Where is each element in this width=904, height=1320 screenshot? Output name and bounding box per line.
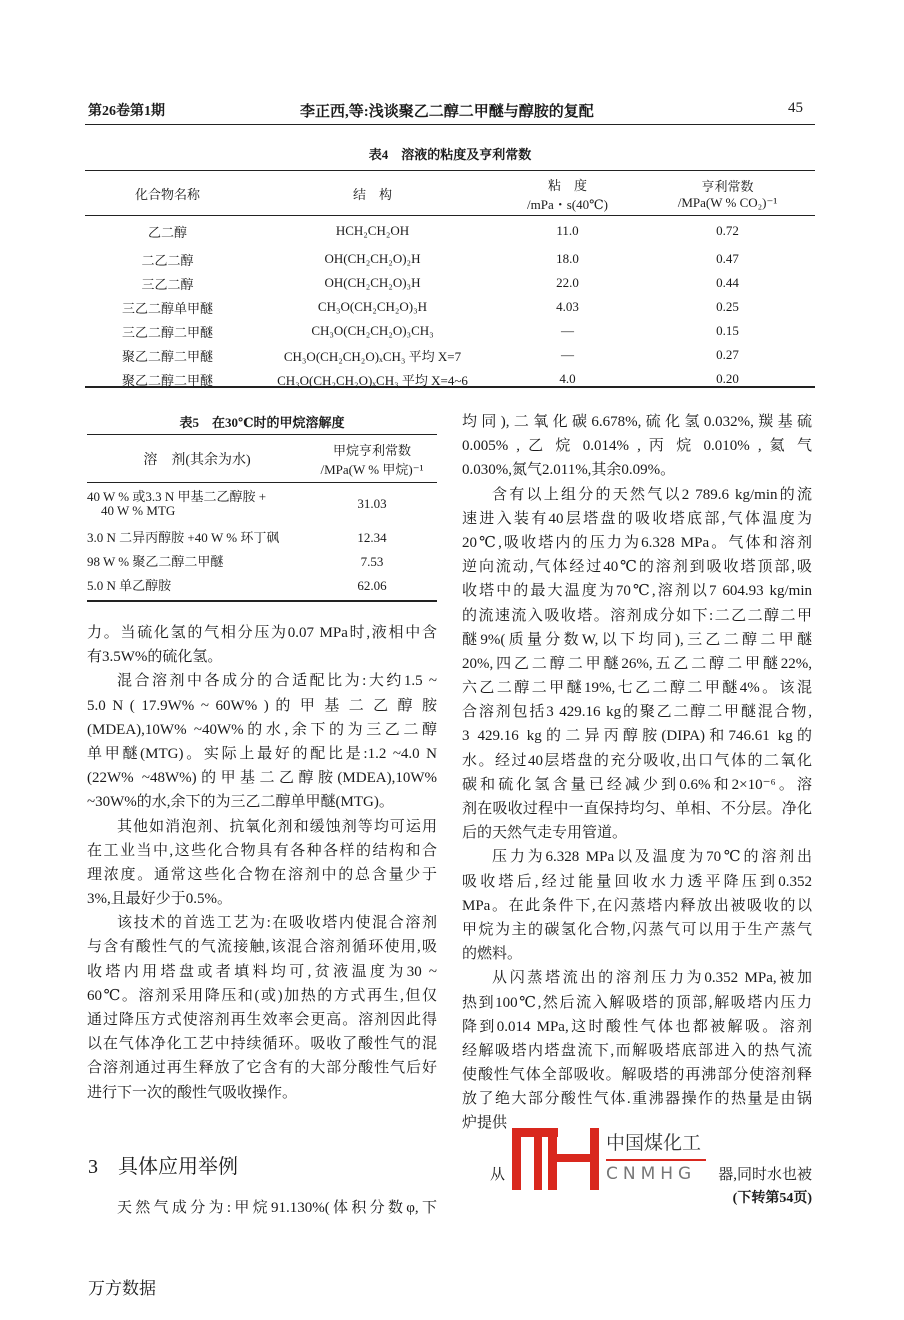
- text-line: 与含有酸性气的气流接触,该混合溶剂循环使用,吸: [87, 939, 437, 956]
- cell-viscosity: 4.0: [559, 371, 576, 386]
- cell-name: 乙二醇: [147, 224, 187, 240]
- cell-viscosity: 11.0: [556, 223, 579, 239]
- cell-viscosity: —: [561, 347, 574, 362]
- table4-caption: 表4 溶液的粘度及亨利常数: [368, 147, 532, 162]
- text-line: 放了绝大部分酸性气体.重沸器操作的热量是由锅: [462, 1091, 812, 1108]
- text-line: 天然气成分为:甲烷91.130%(体积分数φ,下: [117, 1200, 437, 1216]
- text-line: 力。当硫化氢的气相分压为0.07 MPa时,液相中含: [87, 625, 437, 641]
- cell-structure: OH(CH₂CH₂O)₃H: [324, 275, 421, 290]
- table-row: [87, 550, 437, 574]
- text-line: 后的天然气走专用管道。: [462, 825, 628, 842]
- text-line: 单甲醚(MTG)。实际上最好的配比是:1.2 ~4.0 N: [87, 745, 437, 762]
- text-line: 的流速流入吸收塔。溶剂成分如下:二乙二醇二甲: [462, 607, 812, 624]
- text-line: 从闪蒸塔流出的溶剂压力为0.352 MPa,被加: [492, 970, 812, 987]
- table4-top-rule: [85, 170, 815, 171]
- text-line: 含有以上组分的天然气以2 789.6 kg/min的流: [492, 486, 812, 503]
- cell-henry: 0.15: [716, 323, 739, 338]
- cell-name: 三乙二醇单甲醚: [121, 300, 213, 316]
- text-line: 剂在吸收过程中一直保持均匀、单相、不分层。净化: [462, 801, 812, 817]
- text-line: 降到0.014 MPa,这时酸性气体也都被解吸。溶剂: [462, 1018, 812, 1035]
- text-line: 吸收塔后,经过能量回收水力透平降压到0.352: [462, 873, 812, 890]
- cell-name: 聚乙二醇二甲醚: [121, 372, 213, 388]
- cell-name: 聚乙二醇二甲醚: [121, 348, 213, 364]
- text-line: 热到100℃,然后流入解吸塔的顶部,解吸塔内压力: [462, 994, 812, 1011]
- text-line: 该技术的首选工艺为:在吸收塔内使混合溶剂: [117, 915, 437, 932]
- header-rule: [85, 124, 815, 125]
- text-line: 以在气体净化工艺中持续循环。吸收了酸性气的混: [87, 1036, 437, 1053]
- cell-viscosity: 22.0: [556, 275, 579, 290]
- table-row: [85, 215, 815, 247]
- table-row: [87, 574, 437, 598]
- continued-note: (下转第54页): [732, 1191, 812, 1207]
- text-line: 炉提供: [462, 1115, 508, 1132]
- cell-henry: 0.44: [716, 275, 739, 290]
- col-header-henry: 亨利常数 /MPa(W % CO₂)⁻¹: [677, 179, 778, 211]
- text-line: 0.005% , 乙 烷 0.014% , 丙 烷 0.010% , 氦 气: [462, 438, 812, 455]
- col-header-solvent: 溶 剂(其余为水): [143, 452, 251, 468]
- text-line: ~30W%的水,余下的为三乙二醇单甲醚(MTG)。: [87, 794, 394, 811]
- cell-name: 三乙二醇二甲醚: [121, 324, 213, 340]
- cell-viscosity: 4.03: [556, 299, 579, 314]
- cell-structure: CH₃O(CH₂CH₂O)₃CH₃: [311, 323, 434, 338]
- cell-henry: 0.72: [716, 223, 739, 239]
- cell-henry: 0.47: [716, 251, 739, 266]
- section-heading: 3 具体应用举例: [88, 1156, 238, 1178]
- cell-structure: CH₃O(CH₂CH₂O)ₓCH₃ 平均 X=7: [283, 348, 462, 364]
- cell-henry: 0.20: [716, 371, 739, 386]
- table5-caption: 表5 在30℃时的甲烷溶解度: [179, 415, 345, 430]
- text-line: (MDEA),10W% ~40W%的水,余下的为三乙二醇: [87, 721, 437, 738]
- table-row: [85, 319, 815, 343]
- text-line: 0.030%,氮气2.011%,其余0.09%。: [462, 462, 676, 479]
- obscured-line: 从 器,同时水也被 (下转第54页): [462, 1163, 812, 1211]
- text-line: 通过降压方式使溶剂再生效率会更高。溶剂因此得: [87, 1012, 437, 1028]
- cell-henry: 31.03: [357, 496, 387, 512]
- table4: [85, 173, 815, 391]
- section-body: [87, 1196, 437, 1220]
- cell-henry: 0.27: [716, 347, 739, 362]
- text-line: 20℃,吸收塔内的压力为6.328 MPa。气体和溶剂: [462, 534, 812, 551]
- text-line: 进行下一次的酸性气吸收操作。: [87, 1084, 298, 1101]
- text-line: 的燃料。: [462, 946, 523, 963]
- text-line: 收塔中的最大温度为70℃,溶剂以7 604.93 kg/min: [462, 583, 812, 600]
- text-line: 甲烷为主的碳氢化合物,闪蒸气可以用于生产蒸气: [462, 921, 812, 938]
- text-line: 水。经过40层塔盘的充分吸收,出口气体的二氧化: [462, 752, 812, 769]
- col-header-methane-henry: 甲烷亨利常数 /MPa(W % 甲烷)⁻¹: [320, 442, 424, 477]
- footer-watermark: 万方数据: [88, 1279, 156, 1299]
- cell-structure: OH(CH₂CH₂O)₂H: [324, 251, 421, 266]
- col-header-name: 化合物名称: [134, 187, 200, 203]
- cnmhg-watermark-logo: [512, 1128, 708, 1192]
- text-line: 3%,且最好少于0.5%。: [87, 891, 232, 908]
- text-line: 经解吸塔内塔盘流下,而解吸塔底部进入的热气流: [462, 1042, 812, 1059]
- mh-logo-icon: [512, 1128, 600, 1192]
- table-row: [85, 247, 815, 271]
- watermark-cn-text: 中国煤化工: [606, 1128, 706, 1161]
- text-line: MPa。在此条件下,在闪蒸塔内释放出被吸收的以: [462, 897, 812, 914]
- text-line: 使酸性气体全部吸收。解吸塔的再沸部分使溶剂释: [462, 1067, 812, 1084]
- table-row: [85, 271, 815, 295]
- col-header-structure: 结 构: [352, 187, 392, 203]
- text-line: 速进入装有40层塔盘的吸收塔底部,气体温度为: [462, 510, 812, 527]
- text-line: 在工业当中,这些化合物具有各种各样的结构和合: [87, 842, 437, 859]
- table5: [87, 436, 437, 598]
- text-line: 60℃。溶剂采用降压和(或)加热的方式再生,但仅: [87, 987, 437, 1004]
- cell-structure: CH₃O(CH₂CH₂O)ₓCH₃ 平均 X=4~6: [277, 372, 468, 388]
- cell-name: 二乙二醇: [141, 252, 194, 268]
- cell-solvent: 3.0 N 二异丙醇胺 +40 W % 环丁砜: [87, 530, 280, 545]
- text-line: 5.0 N ( 17.9W% ~ 60W% ) 的 甲 基 二 乙 醇 胺: [87, 697, 437, 714]
- text-line: 醚9%(质量分数W,以下均同),三乙二醇二甲醚: [462, 631, 812, 648]
- text-line: 其他如消泡剂、抗氧化剂和缓蚀剂等均可运用: [117, 818, 437, 835]
- text-line: 收塔内用塔盘或者填料均可,贫液温度为30 ~: [87, 963, 437, 980]
- cell-henry: 7.53: [360, 554, 384, 569]
- cell-viscosity: —: [561, 323, 574, 338]
- cell-viscosity: 18.0: [556, 251, 579, 266]
- text-line: 碳和硫化氢含量已经减少到0.6%和2×10⁻⁶。溶: [462, 776, 812, 793]
- text-line: 合溶剂包括3 429.16 kg的聚乙二醇二甲醚混合物,: [462, 704, 812, 721]
- table4-bottom-rule: [85, 386, 815, 388]
- cell-henry: 0.25: [716, 299, 739, 314]
- page-number: 45: [788, 100, 803, 116]
- text-line: 有3.5W%的硫化氢。: [87, 649, 223, 666]
- text-line: (22W% ~48W%)的甲基二乙醇胺(MDEA),10W%: [87, 770, 437, 787]
- watermark-en-text: CNMHG: [606, 1164, 697, 1184]
- text-line: 合溶剂通过再生释放了它含有的大部分酸性气后好: [87, 1060, 437, 1077]
- running-title: 李正西,等:浅谈聚乙二醇二甲醚与醇胺的复配: [300, 104, 594, 120]
- cell-solvent: 98 W % 聚乙二醇二甲醚: [87, 554, 224, 569]
- text-line: 均同),二氧化碳6.678%,硫化氢0.032%,羰基硫: [462, 414, 812, 430]
- cell-name: 三乙二醇: [141, 276, 194, 292]
- issue-label: 第26卷第1期: [88, 104, 165, 119]
- table-row: [85, 343, 815, 367]
- cell-henry: 12.34: [357, 530, 387, 545]
- text-line: 逆向流动,气体经过40℃的溶剂到吸收塔顶部,吸: [462, 559, 812, 576]
- left-column-body: [87, 621, 437, 1105]
- text-line: 压力为6.328 MPa以及温度为70℃的溶剂出: [492, 849, 812, 866]
- cell-structure: HCH₂CH₂OH: [335, 223, 410, 239]
- text-line: 混合溶剂中各成分的合适配比为:大约1.5 ~: [117, 673, 437, 690]
- table5-bottom-rule: [87, 600, 437, 602]
- right-column-body: [462, 410, 812, 1136]
- table-row: [87, 526, 437, 550]
- table5-top-rule: [87, 434, 437, 435]
- cell-solvent: 40 W % 或3.3 N 甲基二乙醇胺 + 40 W % MTG: [87, 489, 267, 519]
- cell-solvent: 5.0 N 单乙醇胺: [87, 578, 172, 593]
- table-row: [87, 482, 437, 526]
- cell-henry: 62.06: [357, 578, 387, 593]
- text-line: 3 429.16 kg的二异丙醇胺(DIPA)和746.61 kg的: [462, 728, 812, 745]
- text-line: 六乙二醇二甲醚19%,七乙二醇二甲醚4%。该混: [462, 680, 812, 697]
- table-row: [85, 295, 815, 319]
- col-header-viscosity: 粘 度 /mPa・s(40℃): [527, 177, 608, 212]
- text-line: 20%,四乙二醇二甲醚26%,五乙二醇二甲醚22%,: [462, 655, 812, 672]
- cell-structure: CH₃O(CH₂CH₂O)₃H: [317, 299, 428, 314]
- text-line: 理浓度。通常这些化合物在溶剂中的总含量少于: [87, 866, 437, 883]
